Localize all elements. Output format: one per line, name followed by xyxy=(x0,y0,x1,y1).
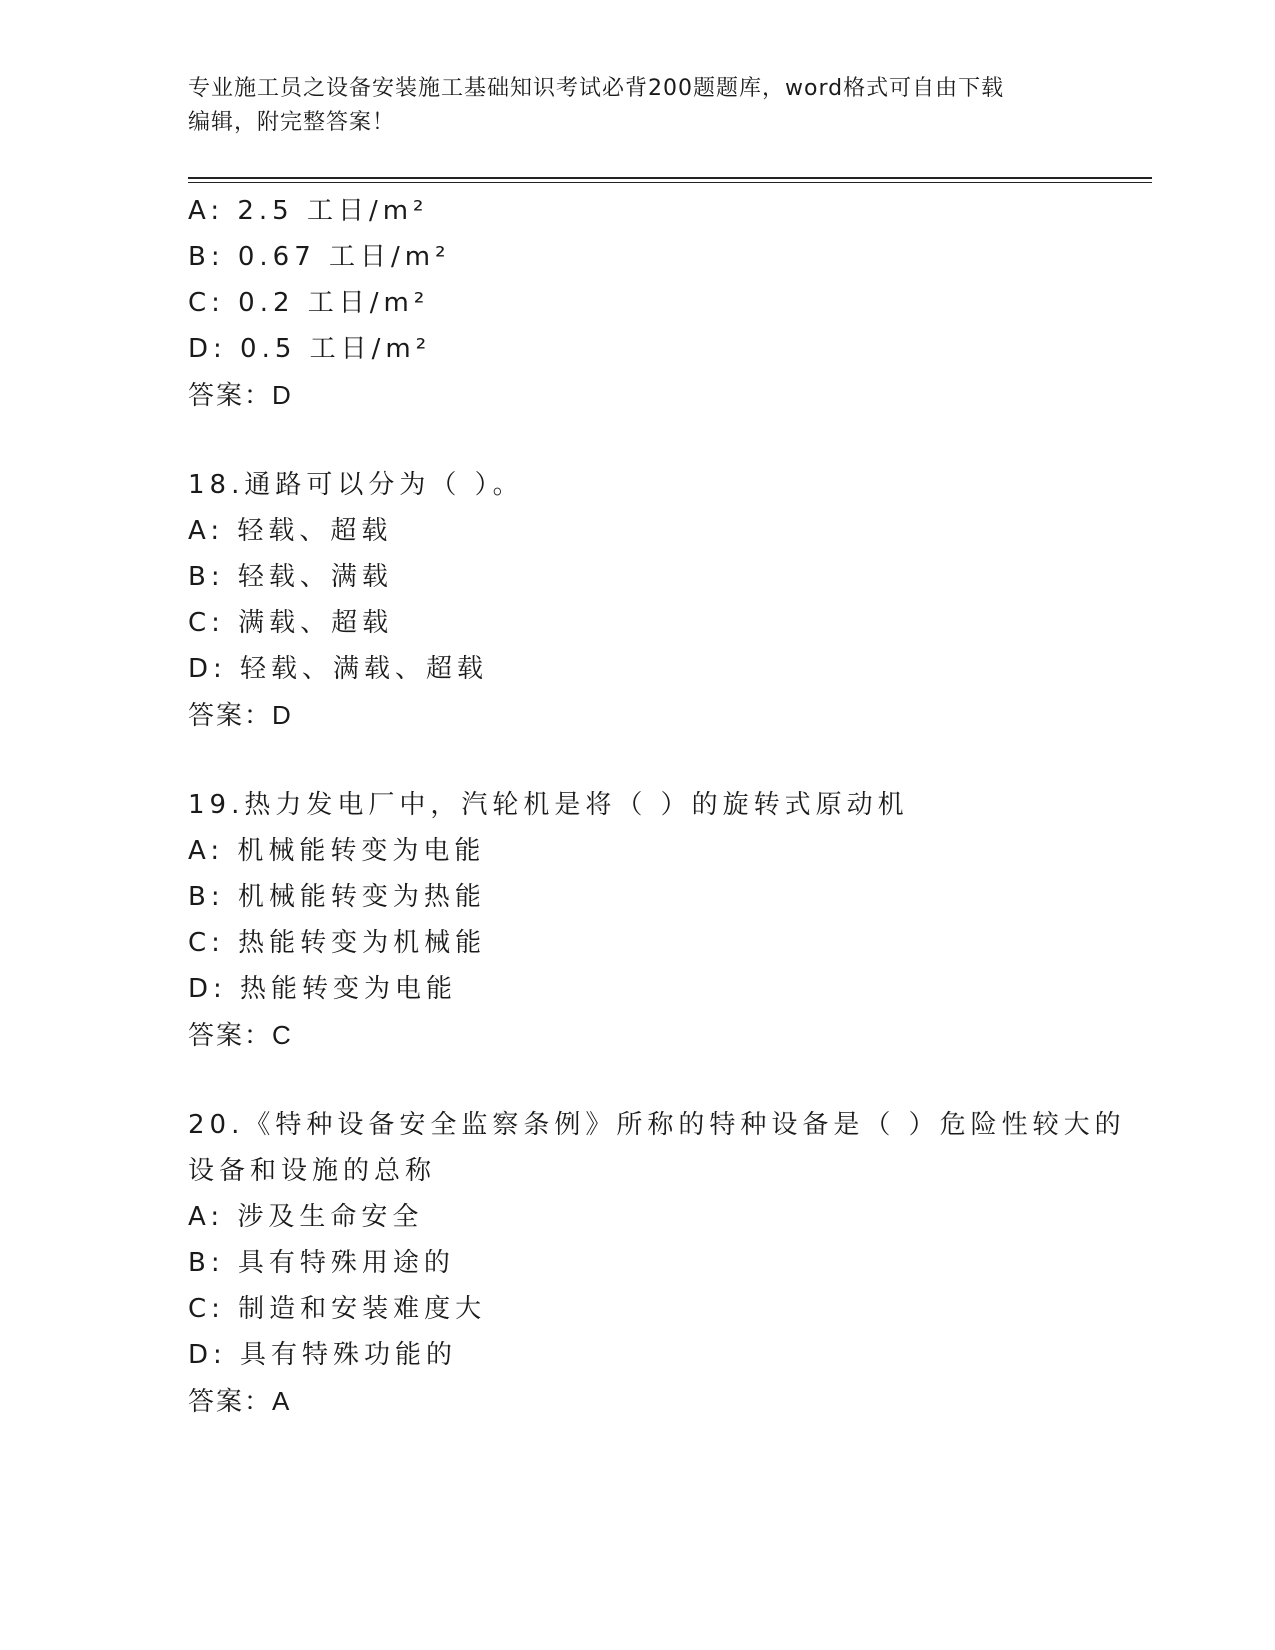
spacer xyxy=(188,418,1088,462)
question-stem: 18.通路可以分为（ ）。 xyxy=(188,470,524,500)
answer-line: 答案：C xyxy=(188,1020,293,1050)
question-stem: 19.热力发电厂中，汽轮机是将（ ）的旋转式原动机 xyxy=(188,790,909,820)
question-stem-line-2: 设备和设施的总称 xyxy=(188,1156,437,1186)
option-c: C: 热能转变为机械能 xyxy=(188,928,487,958)
option-b: B: 具有特殊用途的 xyxy=(188,1248,455,1278)
question-20 xyxy=(188,1102,1126,1424)
option-c: C: 0.2 工日/m² xyxy=(188,288,430,318)
header-rule-thin xyxy=(188,182,1152,183)
question-17-tail xyxy=(188,188,1088,418)
answer-line: 答案：A xyxy=(188,1386,292,1416)
option-d: D: 0.5 工日/m² xyxy=(188,334,432,364)
header-title-line-1: 专业施工员之设备安装施工基础知识考试必背200题题库，word格式可自由下载 xyxy=(188,76,1005,101)
header-title-line-2: 编辑，附完整答案！ xyxy=(188,110,396,135)
spacer xyxy=(188,1058,1088,1102)
option-b: B: 0.67 工日/m² xyxy=(188,242,451,272)
answer-line: 答案：D xyxy=(188,380,293,410)
option-a: A: 涉及生命安全 xyxy=(188,1202,424,1232)
header-rule-thick xyxy=(188,177,1152,179)
question-stem-line-1: 20.《特种设备安全监察条例》所称的特种设备是（ ）危险性较大的 xyxy=(188,1110,1126,1140)
document-header xyxy=(188,72,1068,140)
spacer xyxy=(188,738,1088,782)
option-b: B: 轻载、满载 xyxy=(188,562,393,592)
option-d: D: 具有特殊功能的 xyxy=(188,1340,458,1370)
answer-line: 答案：D xyxy=(188,700,293,730)
option-b: B: 机械能转变为热能 xyxy=(188,882,486,912)
option-d: D: 轻载、满载、超载 xyxy=(188,654,489,684)
option-a: A: 2.5 工日/m² xyxy=(188,196,429,226)
question-18 xyxy=(188,462,1088,738)
option-a: A: 轻载、超载 xyxy=(188,516,393,546)
option-a: A: 机械能转变为电能 xyxy=(188,836,486,866)
question-list xyxy=(188,188,1126,1424)
option-c: C: 制造和安装难度大 xyxy=(188,1294,487,1324)
option-d: D: 热能转变为电能 xyxy=(188,974,458,1004)
option-c: C: 满载、超载 xyxy=(188,608,394,638)
question-19 xyxy=(188,782,1088,1058)
